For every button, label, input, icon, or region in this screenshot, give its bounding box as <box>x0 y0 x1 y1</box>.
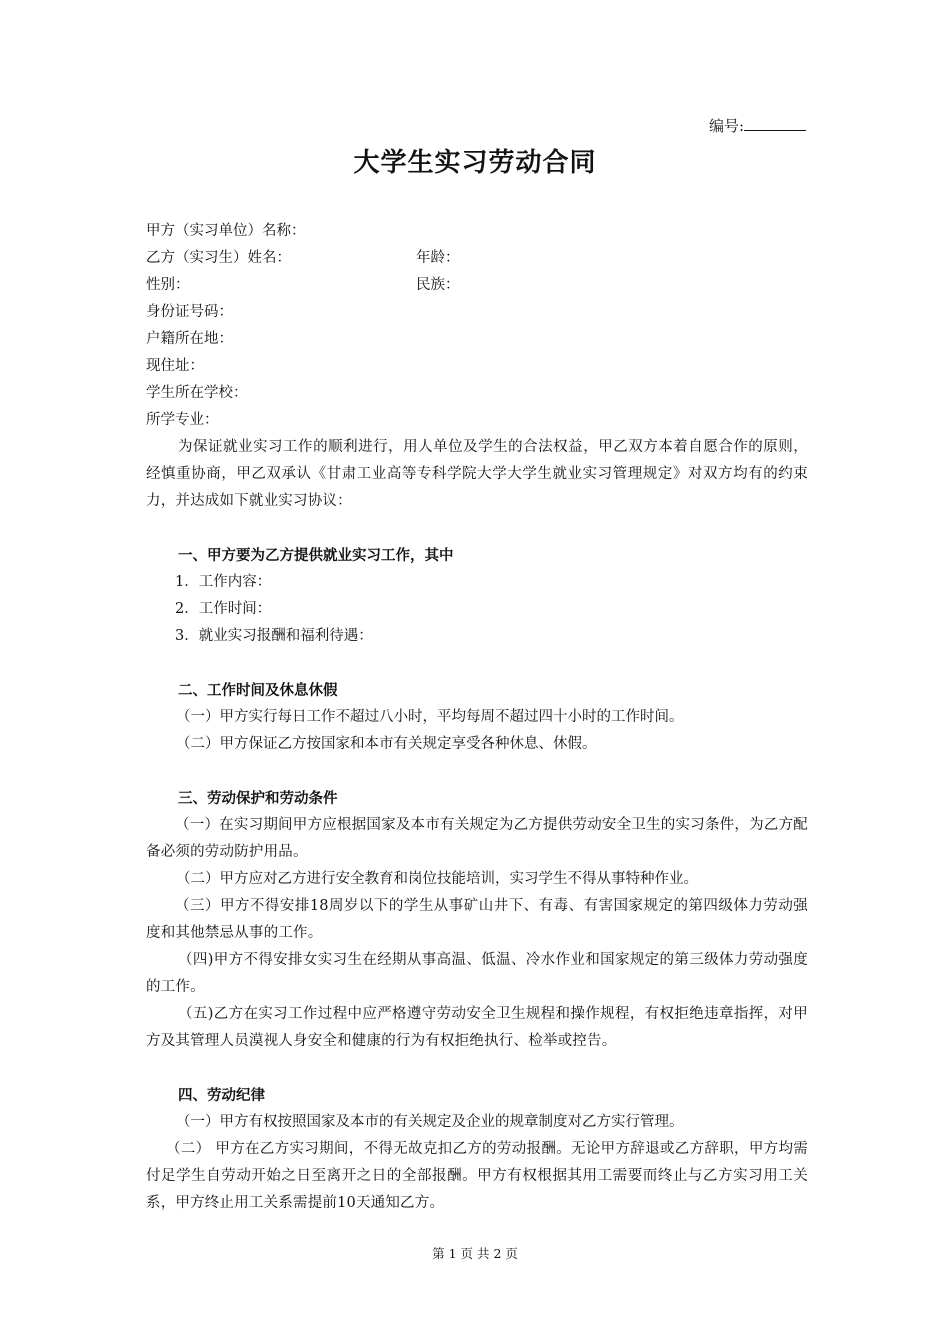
page-footer: 第 1 页 共 2 页 <box>432 1246 518 1261</box>
document-title: 大学生实习劳动合同 <box>353 148 597 178</box>
field-gender: 性别： <box>146 277 190 293</box>
section-4-heading: 四、劳动纪律 <box>178 1087 265 1104</box>
field-row-name-age <box>146 245 808 272</box>
field-row-gender-ethnicity <box>146 272 808 299</box>
field-major: 所学专业： <box>146 412 219 428</box>
field-household: 户籍所在地： <box>146 331 233 347</box>
section-1-item: 3．就业实习报酬和福利待遇： <box>175 628 373 644</box>
document-body <box>146 218 808 1217</box>
section-4-item: （一）甲方有权按照国家及本市的有关规定及企业的规章制度对乙方实行管理。 <box>176 1114 684 1130</box>
section-2-item: （一）甲方实行每日工作不超过八小时，平均每周不超过四十小时的工作时间。 <box>176 709 684 725</box>
section-3-item: （五)乙方在实习工作过程中应严格遵守劳动安全卫生规程和操作规程，有权拒绝违章指挥，对甲方及其管理人员漠视人身安全和健康的行为有权拒绝执行、检举或控告。 <box>146 1006 808 1049</box>
serial-label: 编号: <box>708 117 744 135</box>
field-party-b-name: 乙方（实习生）姓名： <box>146 250 291 266</box>
field-address: 现住址： <box>146 358 204 374</box>
field-id-number: 身份证号码： <box>146 304 233 320</box>
field-age: 年龄： <box>416 250 460 266</box>
section-3-heading: 三、劳动保护和劳动条件 <box>178 790 338 807</box>
section-1-item: 1．工作内容： <box>175 574 272 590</box>
intro-paragraph: 为保证就业实习工作的顺利进行，用人单位及学生的合法权益，甲乙双方本着自愿合作的原则，经慎重协商，甲乙双承认《甘肃工业高等专科学院大学大学生就业实习管理规定》对双方均有的约束力，并达成如下就业实习协议： <box>146 439 808 509</box>
field-party-a: 甲方（实习单位）名称： <box>146 223 306 239</box>
section-2-item: （二）甲方保证乙方按国家和本市有关规定享受各种休息、休假。 <box>176 736 597 752</box>
section-3-item: （四)甲方不得安排女实习生在经期从事高温、低温、冷水作业和国家规定的第三级体力劳动强度的工作。 <box>146 952 808 995</box>
serial-blank <box>744 116 806 131</box>
serial-number <box>709 116 806 136</box>
field-ethnicity: 民族： <box>416 277 460 293</box>
section-1-item: 2．工作时间： <box>175 601 272 617</box>
section-2-heading: 二、工作时间及休息休假 <box>178 682 338 699</box>
section-1-heading: 一、甲方要为乙方提供就业实习工作，其中 <box>178 547 454 564</box>
field-school: 学生所在学校： <box>146 385 248 401</box>
section-3-item: （一）在实习期间甲方应根据国家及本市有关规定为乙方提供劳动安全卫生的实习条件，为乙方配备必须的劳动防护用品。 <box>146 817 808 860</box>
section-3-item: （二）甲方应对乙方进行安全教育和岗位技能培训，实习学生不得从事特种作业。 <box>176 871 698 887</box>
section-4-item: （二） 甲方在乙方实习期间，不得无故克扣乙方的劳动报酬。无论甲方辞退或乙方辞职，甲方均需付足学生自劳动开始之日至离开之日的全部报酬。甲方有权根据其用工需要而终止与乙方实习用工关系，甲方终止用工关系需提前10天通知乙方。 <box>146 1141 808 1211</box>
section-3-item: （三）甲方不得安排18周岁以下的学生从事矿山井下、有毒、有害国家规定的第四级体力劳动强度和其他禁忌从事的工作。 <box>146 898 808 941</box>
